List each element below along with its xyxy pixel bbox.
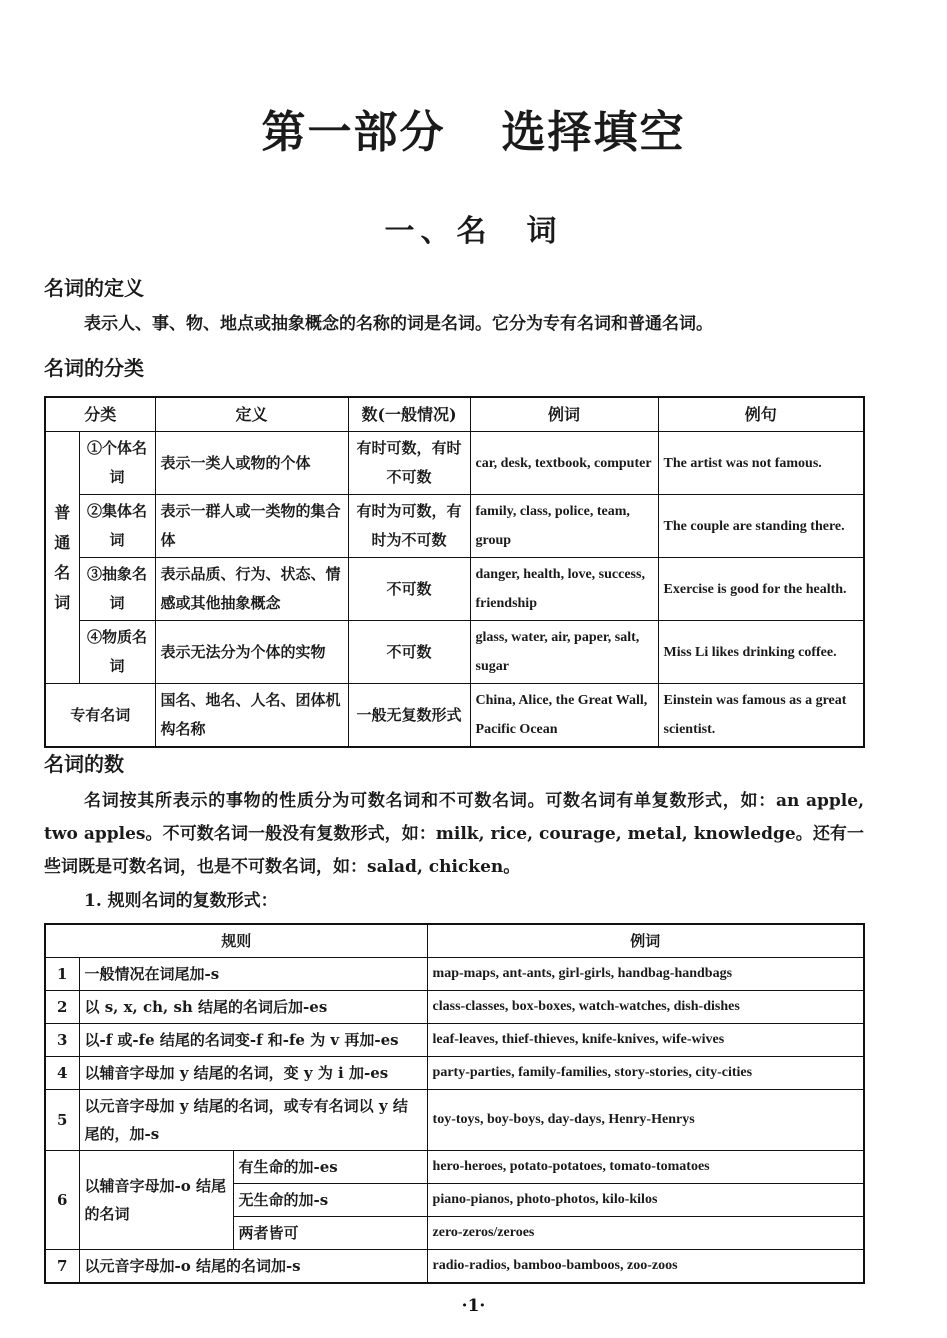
classification-table	[44, 396, 865, 748]
rule-examples: piano-pianos, photo-photos, kilo-kilos	[427, 1184, 864, 1217]
example-sentence: The couple are standing there.	[658, 495, 864, 558]
rule-subcase: 两者皆可	[233, 1217, 427, 1250]
header-example-sentence: 例句	[658, 397, 864, 432]
example-words: glass, water, air, paper, salt, sugar	[470, 621, 658, 684]
example-words: car, desk, textbook, computer	[470, 432, 658, 495]
header-definition: 定义	[155, 397, 348, 432]
part-title-left: 第一部分	[261, 107, 446, 158]
rule-examples: class-classes, box-boxes, watch-watches, dish-dishes	[427, 991, 864, 1024]
table-row	[45, 1090, 864, 1151]
rule-text: 以元音字母加-o 结尾的名词加-s	[79, 1250, 427, 1284]
table-row	[45, 684, 864, 748]
noun-definition: 表示品质、行为、状态、情感或其他抽象概念	[155, 558, 348, 621]
noun-number: 不可数	[348, 558, 470, 621]
table-row	[45, 1151, 864, 1184]
noun-number: 有时为可数，有时为不可数	[348, 495, 470, 558]
header-rule: 规则	[45, 924, 427, 958]
table-row	[45, 958, 864, 991]
rule-text: 一般情况在词尾加-s	[79, 958, 427, 991]
noun-number: 一般无复数形式	[348, 684, 470, 748]
rule-number: 6	[45, 1151, 79, 1250]
rule-number: 1	[45, 958, 79, 991]
chapter-title	[0, 206, 947, 250]
number-text: 名词按其所表示的事物的性质分为可数名词和不可数名词。可数名词有单复数形式，如：an apple, two apples。不可数名词一般没有复数形式，如：milk, rice, courage, metal, knowledge。还有一些词既是可数名词，也是不可数名词，如：salad, chicken。	[44, 791, 864, 877]
noun-definition: 表示一群人或一类物的集合体	[155, 495, 348, 558]
noun-definition: 国名、地名、人名、团体机构名称	[155, 684, 348, 748]
classification-heading: 名词的分类	[44, 356, 144, 380]
rule-text: 以辅音字母加 y 结尾的名词，变 y 为 i 加-es	[79, 1057, 427, 1090]
number-heading: 名词的数	[44, 752, 124, 776]
table-row	[45, 991, 864, 1024]
definition-text: 表示人、事、物、地点或抽象概念的名称的词是名词。它分为专有名词和普通名词。	[84, 314, 713, 334]
rule-examples: zero-zeros/zeroes	[427, 1217, 864, 1250]
noun-type: ②集体名词	[79, 495, 155, 558]
example-words: China, Alice, the Great Wall, Pacific Ocean	[470, 684, 658, 748]
noun-type: 专有名词	[45, 684, 155, 748]
rule-number: 3	[45, 1024, 79, 1057]
noun-definition: 表示一类人或物的个体	[155, 432, 348, 495]
noun-definition: 表示无法分为个体的实物	[155, 621, 348, 684]
table-row	[45, 1250, 864, 1284]
table-row	[45, 621, 864, 684]
table-header-row	[45, 397, 864, 432]
rule-subcase: 无生命的加-s	[233, 1184, 427, 1217]
plural-subheading: 1. 规则名词的复数形式：	[84, 891, 278, 911]
noun-type: ①个体名词	[79, 432, 155, 495]
table-row	[45, 1057, 864, 1090]
rule-number: 5	[45, 1090, 79, 1151]
example-words: family, class, police, team, group	[470, 495, 658, 558]
common-noun-label: 普 通 名 词	[45, 432, 79, 684]
noun-type: ④物质名词	[79, 621, 155, 684]
rule-number: 2	[45, 991, 79, 1024]
rule-examples: radio-radios, bamboo-bamboos, zoo-zoos	[427, 1250, 864, 1284]
rule-number: 4	[45, 1057, 79, 1090]
plural-rules-table	[44, 923, 865, 1284]
example-sentence: Exercise is good for the health.	[658, 558, 864, 621]
rule-examples: hero-heroes, potato-potatoes, tomato-tomatoes	[427, 1151, 864, 1184]
example-sentence: Einstein was famous as a great scientist.	[658, 684, 864, 748]
rule-text: 以 s, x, ch, sh 结尾的名词后加-es	[79, 991, 427, 1024]
part-title	[0, 96, 947, 160]
part-title-right: 选择填空	[501, 107, 686, 158]
rule-examples: party-parties, family-families, story-stories, city-cities	[427, 1057, 864, 1090]
noun-number: 不可数	[348, 621, 470, 684]
noun-type: ③抽象名词	[79, 558, 155, 621]
table-header-row	[45, 924, 864, 958]
example-sentence: Miss Li likes drinking coffee.	[658, 621, 864, 684]
rule-number: 7	[45, 1250, 79, 1284]
chapter-title-right: 词	[526, 214, 563, 249]
rule-text: 以辅音字母加-o 结尾的名词	[79, 1151, 233, 1250]
page-number: ·1·	[461, 1296, 486, 1316]
header-category: 分类	[45, 397, 155, 432]
noun-number: 有时可数，有时不可数	[348, 432, 470, 495]
rule-examples: leaf-leaves, thief-thieves, knife-knives, wife-wives	[427, 1024, 864, 1057]
header-examples: 例词	[427, 924, 864, 958]
rule-subcase: 有生命的加-es	[233, 1151, 427, 1184]
table-row	[45, 558, 864, 621]
definition-heading: 名词的定义	[44, 276, 144, 300]
rule-text: 以-f 或-fe 结尾的名词变-f 和-fe 为 v 再加-es	[79, 1024, 427, 1057]
rule-examples: map-maps, ant-ants, girl-girls, handbag-handbags	[427, 958, 864, 991]
table-row	[45, 1024, 864, 1057]
example-sentence: The artist was not famous.	[658, 432, 864, 495]
example-words: danger, health, love, success, friendship	[470, 558, 658, 621]
rule-examples: toy-toys, boy-boys, day-days, Henry-Henrys	[427, 1090, 864, 1151]
table-row	[45, 495, 864, 558]
header-number: 数(一般情况)	[348, 397, 470, 432]
header-example-words: 例词	[470, 397, 658, 432]
table-row	[45, 432, 864, 495]
chapter-title-left: 一、名	[384, 214, 493, 249]
rule-text: 以元音字母加 y 结尾的名词，或专有名词以 y 结尾的，加-s	[79, 1090, 427, 1151]
